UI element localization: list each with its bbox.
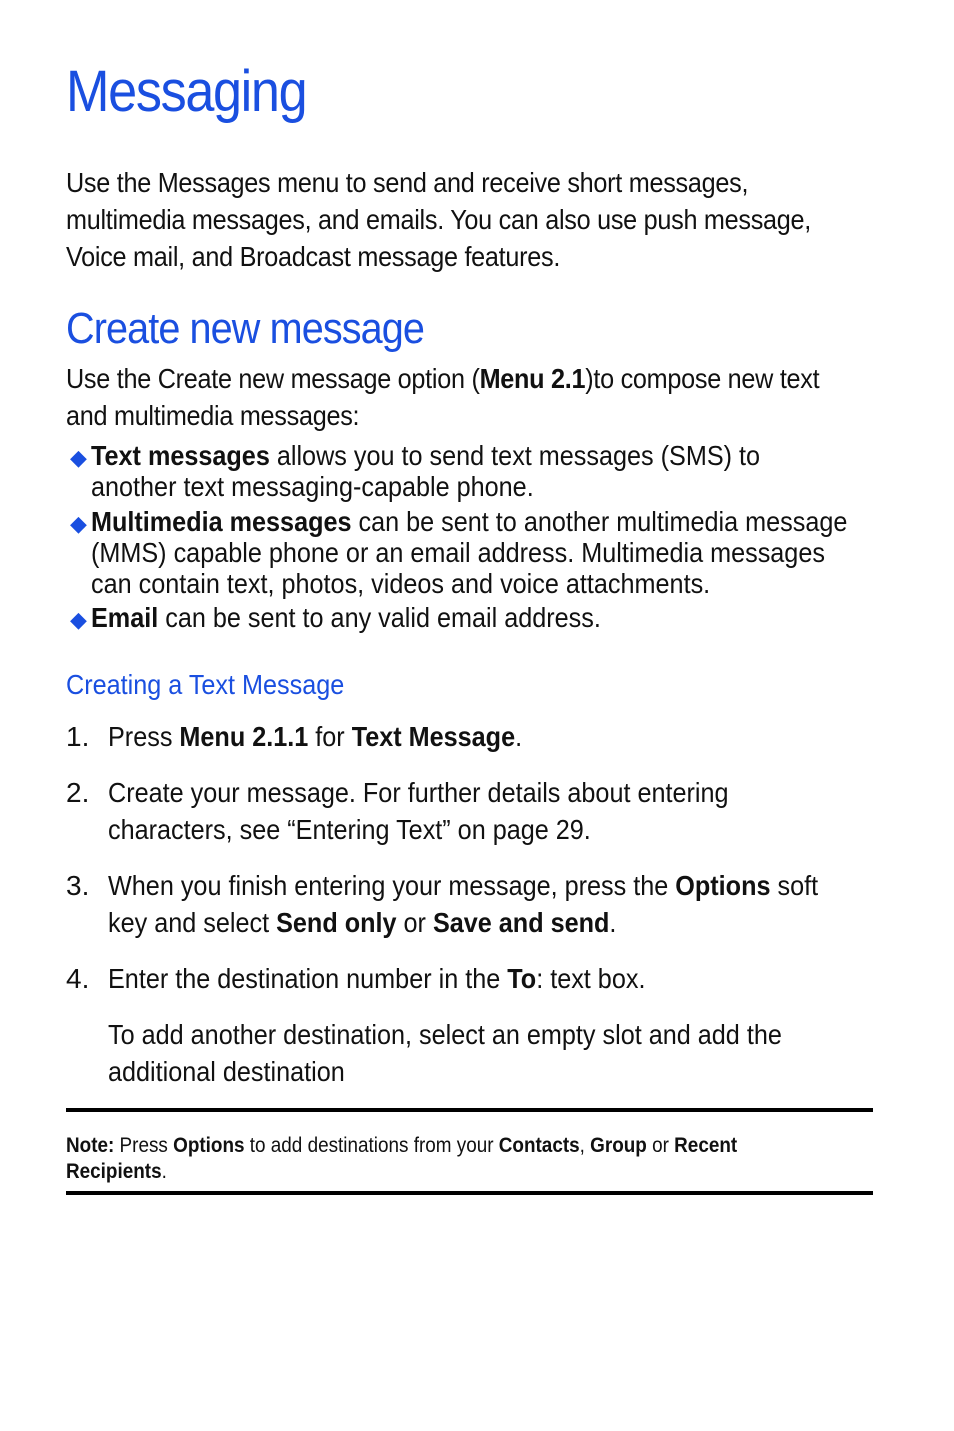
step-line: characters, see “Entering Text” on page 29. — [108, 814, 591, 845]
create-intro-line: and multimedia messages: — [66, 400, 360, 431]
bullet-term: Email — [91, 602, 159, 633]
step-line — [108, 867, 818, 904]
subsection-title: Creating a Text Message — [66, 669, 345, 700]
step-number: 3. — [66, 870, 90, 901]
text-run: )to compose new text — [585, 363, 820, 394]
note-top-rule — [66, 1108, 873, 1112]
text-run: or — [396, 907, 433, 938]
menu-ref: To — [507, 963, 537, 994]
step-line: additional destination — [108, 1056, 345, 1087]
menu-ref: Options — [675, 870, 771, 901]
text-run: . — [515, 721, 523, 752]
bullet-term: Text messages — [91, 440, 270, 471]
step-number: 1. — [66, 721, 90, 752]
create-intro-paragraph — [66, 360, 903, 434]
menu-ref: Options — [173, 1134, 245, 1157]
bullet-text — [91, 602, 658, 633]
menu-ref: Recipients — [66, 1160, 162, 1183]
text-run: . — [161, 1160, 167, 1183]
note-bottom-rule — [66, 1191, 873, 1195]
text-run: Press — [114, 1134, 174, 1157]
intro-paragraph — [66, 164, 894, 275]
section-title: Create new message — [66, 304, 424, 353]
menu-ref: Send only — [276, 907, 397, 938]
menu-ref: Menu 2.1 — [479, 363, 586, 394]
menu-ref: Group — [590, 1134, 647, 1157]
menu-ref: Recent — [674, 1134, 738, 1157]
step-text — [108, 774, 797, 848]
bullet-text — [91, 506, 931, 599]
text-run: , — [579, 1134, 591, 1157]
menu-ref: Contacts — [498, 1134, 580, 1157]
note-box — [66, 1133, 812, 1185]
diamond-bullet-icon: ◆ — [70, 445, 87, 470]
text-run: to add destinations from your — [244, 1134, 499, 1157]
text-run: . — [609, 907, 617, 938]
diamond-bullet-icon: ◆ — [70, 511, 87, 536]
text-run: can be sent to another multimedia message — [351, 506, 848, 537]
page-title: Messaging — [66, 59, 307, 124]
text-run: Use the Create new message option ( — [66, 363, 480, 394]
text-run: can be sent to any valid email address. — [158, 602, 601, 633]
intro-line: Use the Messages menu to send and receive short messages, — [66, 167, 749, 198]
text-run: Press — [108, 721, 180, 752]
text-run: : text box. — [536, 963, 646, 994]
text-run: allows you to send text messages (SMS) to — [269, 440, 761, 471]
note-line — [66, 1133, 737, 1159]
step-text — [108, 718, 522, 755]
create-intro-line — [66, 360, 819, 397]
step-text — [108, 960, 857, 1090]
text-run: or — [646, 1134, 675, 1157]
bullet-text — [91, 440, 834, 502]
note-label: Note: — [66, 1134, 115, 1157]
bullet-term: Multimedia messages — [91, 506, 352, 537]
menu-ref: Save and send — [432, 907, 610, 938]
bullet-line: can contain text, photos, videos and voice attachments. — [91, 568, 711, 599]
text-run: Enter the destination number in the — [108, 963, 508, 994]
step-line — [108, 904, 818, 941]
note-line — [66, 1159, 737, 1185]
intro-line: multimedia messages, and emails. You can also use push message, — [66, 204, 812, 235]
bullet-line: (MMS) capable phone or an email address. Multimedia messages — [91, 537, 825, 568]
step-line: Create your message. For further details about entering — [108, 777, 729, 808]
text-run: for — [308, 721, 352, 752]
step-number: 2. — [66, 777, 90, 808]
menu-ref: Menu 2.1.1 — [179, 721, 309, 752]
text-run: soft — [770, 870, 819, 901]
intro-line: Voice mail, and Broadcast message features. — [66, 241, 561, 272]
text-run: key and select — [108, 907, 277, 938]
menu-ref: Text Message — [351, 721, 516, 752]
step-text — [108, 867, 897, 941]
step-line — [108, 960, 782, 997]
step-line: To add another destination, select an empty slot and add the — [108, 1019, 782, 1050]
step-number: 4. — [66, 963, 90, 994]
diamond-bullet-icon: ◆ — [70, 607, 87, 632]
text-run: When you finish entering your message, press the — [108, 870, 676, 901]
bullet-line: another text messaging-capable phone. — [91, 471, 534, 502]
